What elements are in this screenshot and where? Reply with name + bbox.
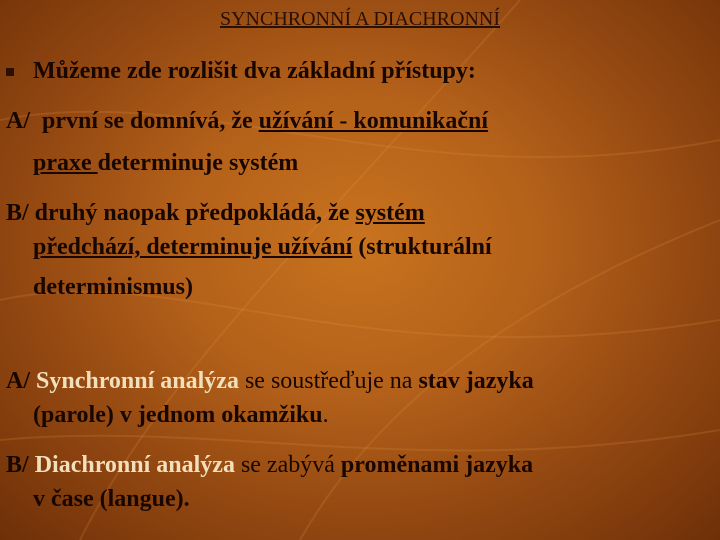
intro-line: Můžeme zde rozlišit dva základní přístupy: bbox=[33, 58, 476, 84]
synchronic-tail: stav jazyka bbox=[418, 368, 534, 394]
approach-b-line-1 bbox=[6, 196, 425, 230]
diachronic-line-1 bbox=[6, 448, 533, 482]
bullet-icon bbox=[6, 68, 14, 76]
approach-b-prefix: B/ druhý naopak předpokládá, že bbox=[6, 200, 356, 226]
approach-a-link-1[interactable]: užívání - komunikační bbox=[258, 108, 489, 134]
diachronic-tail: proměnami jazyka bbox=[340, 452, 534, 478]
diachronic-term: Diachronní analýza bbox=[34, 452, 235, 478]
synchronic-end: . bbox=[322, 402, 329, 428]
approach-a-prefix: A/ první se domnívá, že bbox=[6, 108, 259, 134]
synchronic-term: Synchronní analýza bbox=[36, 368, 239, 394]
approach-b-suffix: (strukturální bbox=[352, 234, 492, 260]
synchronic-prefix: A/ bbox=[6, 368, 36, 394]
approach-a-line-2 bbox=[33, 146, 298, 180]
approach-b-link-1[interactable]: systém bbox=[355, 200, 425, 226]
synchronic-line-1 bbox=[6, 364, 534, 398]
approach-b-link-2[interactable]: předchází, determinuje užívání bbox=[33, 234, 353, 260]
approach-b-line-3: determinismus) bbox=[33, 274, 193, 300]
diachronic-mid: se zabývá bbox=[234, 452, 341, 478]
page-title: SYNCHRONNÍ A DIACHRONNÍ bbox=[219, 8, 501, 30]
approach-a-suffix: determinuje systém bbox=[97, 150, 299, 176]
synchronic-mid: se soustřeďuje na bbox=[238, 368, 419, 394]
approach-b-line-2 bbox=[33, 230, 492, 264]
diachronic-prefix: B/ bbox=[6, 452, 35, 478]
diachronic-line-2: v čase (langue). bbox=[33, 486, 190, 512]
synchronic-line-2 bbox=[33, 398, 329, 432]
approach-a-line-1 bbox=[6, 104, 488, 138]
synchronic-detail: (parole) v jednom okamžiku bbox=[33, 402, 323, 428]
approach-a-link-2[interactable]: praxe bbox=[33, 150, 98, 176]
